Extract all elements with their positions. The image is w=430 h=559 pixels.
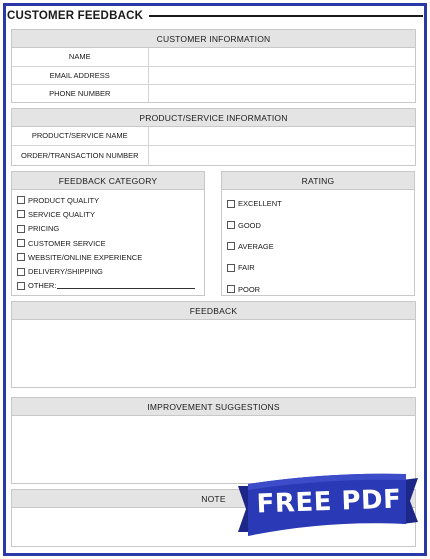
category-option[interactable] [17,250,204,264]
feedback-header: FEEDBACK [12,302,415,320]
checkbox[interactable] [17,268,25,276]
product-info-section [11,108,416,166]
product-name-field[interactable] [148,127,415,145]
product-info-header: PRODUCT/SERVICE INFORMATION [12,109,415,127]
option-label: SERVICE QUALITY [28,209,95,219]
category-option[interactable] [17,222,204,236]
rating-option[interactable] [227,257,414,278]
option-label: FAIR [238,263,255,273]
feedback-section [11,301,416,388]
checkbox[interactable] [17,282,25,290]
title-rule [149,15,423,17]
email-label: EMAIL ADDRESS [12,66,148,84]
rating-option[interactable] [227,279,414,300]
option-label: WEBSITE/ONLINE EXPERIENCE [28,252,143,262]
option-label: GOOD [238,220,261,230]
rating-option[interactable] [227,193,414,214]
title-row [7,8,423,24]
option-label: OTHER: [28,281,57,291]
email-field[interactable] [148,66,415,84]
name-label: NAME [12,48,148,66]
option-label: CUSTOMER SERVICE [28,238,106,248]
option-label: POOR [238,284,261,294]
feedback-category-header: FEEDBACK CATEGORY [12,172,204,190]
option-label: PRODUCT QUALITY [28,195,100,205]
rating-header: RATING [222,172,414,190]
checkbox[interactable] [227,242,235,250]
option-label: AVERAGE [238,241,274,251]
feedback-category-list [12,190,204,293]
option-label: EXCELLENT [238,199,282,209]
checkbox[interactable] [17,210,25,218]
checkbox[interactable] [227,285,235,293]
note-header: NOTE [12,490,415,508]
checkbox[interactable] [17,239,25,247]
order-number-label: ORDER/TRANSACTION NUMBER [12,145,148,166]
option-label: PRICING [28,224,60,234]
checkbox[interactable] [227,264,235,272]
phone-field[interactable] [148,84,415,103]
checkbox[interactable] [17,196,25,204]
free-pdf-banner[interactable] [234,470,420,544]
rating-section [221,171,415,296]
name-field[interactable] [148,48,415,66]
feedback-category-section [11,171,205,296]
improvement-header: IMPROVEMENT SUGGESTIONS [12,398,415,416]
checkbox[interactable] [17,225,25,233]
banner-label: FREE PDF [256,484,402,520]
option-label: DELIVERY/SHIPPING [28,267,103,277]
checkbox[interactable] [227,221,235,229]
category-option[interactable] [17,193,204,207]
order-number-field[interactable] [148,145,415,166]
category-option-other[interactable] [17,279,204,293]
checkbox[interactable] [227,200,235,208]
customer-info-header: CUSTOMER INFORMATION [12,30,415,48]
category-option[interactable] [17,207,204,221]
category-option[interactable] [17,264,204,278]
customer-info-section [11,29,416,103]
checkbox[interactable] [17,253,25,261]
rating-option[interactable] [227,236,414,257]
feedback-textarea[interactable] [12,320,415,387]
other-line-field[interactable] [57,282,195,289]
rating-option[interactable] [227,214,414,235]
phone-label: PHONE NUMBER [12,84,148,103]
category-option[interactable] [17,236,204,250]
rating-list [222,190,414,300]
product-name-label: PRODUCT/SERVICE NAME [12,127,148,145]
page-title: CUSTOMER FEEDBACK [7,10,144,22]
